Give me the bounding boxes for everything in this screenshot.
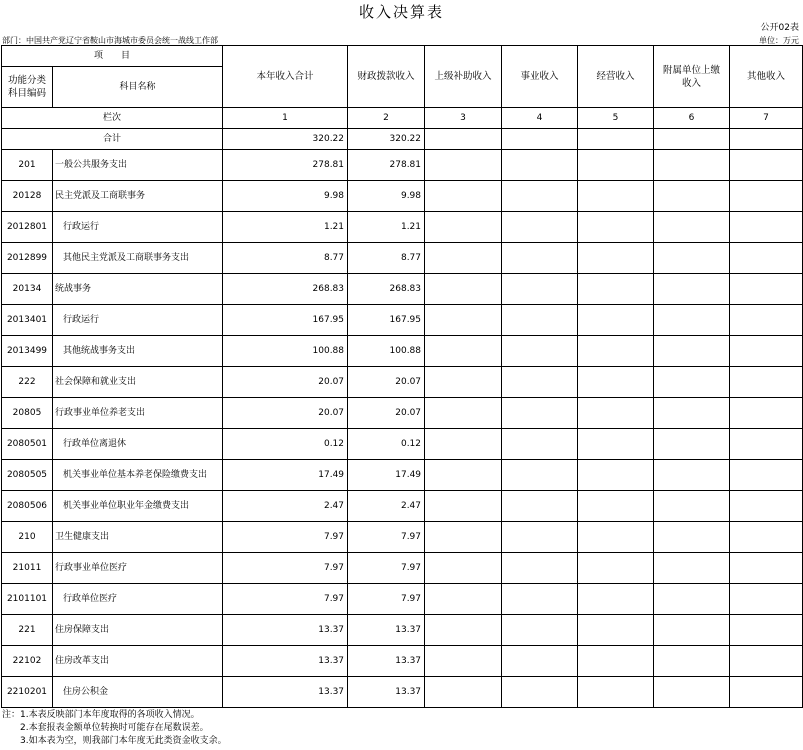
code-cell: 20134 (2, 274, 53, 305)
form-number: 公开02表 (760, 23, 799, 33)
value-cell (502, 460, 578, 491)
value-cell: 2.47 (223, 491, 348, 522)
value-cell (654, 646, 730, 677)
value-cell (502, 367, 578, 398)
value-cell (730, 336, 803, 367)
value-cell (578, 181, 654, 212)
total-value-cell: 320.22 (223, 129, 348, 150)
table-row (2, 677, 803, 708)
value-cell: 0.12 (348, 429, 425, 460)
name-cell: 机关事业单位基本养老保险缴费支出 (53, 460, 223, 491)
value-cell (425, 181, 502, 212)
value-cell (654, 150, 730, 181)
value-cell (654, 615, 730, 646)
table-row (2, 584, 803, 615)
column-number: 5 (578, 108, 654, 129)
value-cell: 9.98 (348, 181, 425, 212)
value-cell (654, 429, 730, 460)
value-cell (502, 491, 578, 522)
value-cell: 8.77 (223, 243, 348, 274)
value-cell (425, 212, 502, 243)
value-cell (730, 646, 803, 677)
table-row (2, 429, 803, 460)
value-cell (654, 553, 730, 584)
total-label: 合计 (2, 129, 223, 150)
value-cell (502, 336, 578, 367)
department-label: 部门：中国共产党辽宁省鞍山市海城市委员会统一战线工作部 (2, 36, 218, 45)
value-cell (502, 243, 578, 274)
value-cell (502, 615, 578, 646)
value-cell (425, 150, 502, 181)
name-cell: 统战事务 (53, 274, 223, 305)
code-cell: 2012899 (2, 243, 53, 274)
value-cell: 167.95 (223, 305, 348, 336)
name-cell: 住房保障支出 (53, 615, 223, 646)
total-value-cell (578, 129, 654, 150)
value-cell (730, 367, 803, 398)
code-cell: 20128 (2, 181, 53, 212)
code-cell: 2013499 (2, 336, 53, 367)
value-cell: 20.07 (223, 398, 348, 429)
value-cell (502, 522, 578, 553)
name-cell: 社会保障和就业支出 (53, 367, 223, 398)
table-row (2, 212, 803, 243)
value-cell (502, 677, 578, 708)
value-cell: 1.21 (223, 212, 348, 243)
page-title: 收入决算表 (358, 3, 444, 21)
value-cell (578, 150, 654, 181)
value-cell (578, 584, 654, 615)
value-cell (730, 553, 803, 584)
value-cell (578, 553, 654, 584)
value-cell (730, 181, 803, 212)
value-cell (654, 677, 730, 708)
code-cell: 2080505 (2, 460, 53, 491)
value-cell (425, 429, 502, 460)
value-cell: 9.98 (223, 181, 348, 212)
col-header-6: 附属单位上缴收入 (654, 46, 730, 108)
name-cell: 卫生健康支出 (53, 522, 223, 553)
col-header-2: 财政拨款收入 (348, 46, 425, 108)
table-row (2, 522, 803, 553)
value-cell: 0.12 (223, 429, 348, 460)
value-cell (654, 460, 730, 491)
value-cell (502, 305, 578, 336)
value-cell (502, 398, 578, 429)
value-cell (425, 398, 502, 429)
value-cell (578, 398, 654, 429)
value-cell: 13.37 (223, 677, 348, 708)
value-cell (654, 367, 730, 398)
value-cell (654, 584, 730, 615)
value-cell (578, 460, 654, 491)
code-cell: 2080501 (2, 429, 53, 460)
name-cell: 行政事业单位养老支出 (53, 398, 223, 429)
value-cell: 167.95 (348, 305, 425, 336)
name-cell: 行政运行 (53, 212, 223, 243)
name-cell: 机关事业单位职业年金缴费支出 (53, 491, 223, 522)
footnote: 2.本套报表金额单位转换时可能存在尾数误差。 (2, 723, 209, 733)
value-cell (730, 584, 803, 615)
value-cell (730, 398, 803, 429)
income-table (1, 45, 803, 708)
code-cell: 21011 (2, 553, 53, 584)
value-cell (578, 429, 654, 460)
value-cell: 7.97 (223, 553, 348, 584)
value-cell (730, 305, 803, 336)
name-cell: 行政运行 (53, 305, 223, 336)
code-cell: 222 (2, 367, 53, 398)
value-cell (578, 212, 654, 243)
value-cell (425, 646, 502, 677)
value-cell: 278.81 (223, 150, 348, 181)
value-cell: 20.07 (348, 398, 425, 429)
total-value-cell (425, 129, 502, 150)
column-number: 2 (348, 108, 425, 129)
value-cell (654, 243, 730, 274)
name-cell: 行政单位离退休 (53, 429, 223, 460)
column-number: 7 (730, 108, 803, 129)
table-row (2, 305, 803, 336)
value-cell (730, 491, 803, 522)
value-cell (425, 553, 502, 584)
value-cell (654, 336, 730, 367)
value-cell (502, 646, 578, 677)
value-cell (425, 584, 502, 615)
value-cell (578, 367, 654, 398)
value-cell (425, 336, 502, 367)
value-cell (654, 181, 730, 212)
name-cell: 其他民主党派及工商联事务支出 (53, 243, 223, 274)
unit-label: 单位：万元 (759, 36, 799, 45)
code-cell: 201 (2, 150, 53, 181)
value-cell (425, 460, 502, 491)
row-label-header: 栏次 (2, 108, 223, 129)
value-cell (730, 522, 803, 553)
value-cell (654, 398, 730, 429)
value-cell: 7.97 (223, 522, 348, 553)
column-number: 6 (654, 108, 730, 129)
value-cell (654, 491, 730, 522)
name-cell: 行政单位医疗 (53, 584, 223, 615)
name-cell: 民主党派及工商联事务 (53, 181, 223, 212)
total-value-cell: 320.22 (348, 129, 425, 150)
code-cell: 2013401 (2, 305, 53, 336)
value-cell: 17.49 (348, 460, 425, 491)
value-cell (578, 336, 654, 367)
value-cell: 7.97 (348, 553, 425, 584)
table-row (2, 398, 803, 429)
value-cell: 7.97 (348, 522, 425, 553)
value-cell (654, 212, 730, 243)
value-cell (730, 150, 803, 181)
table-row (2, 460, 803, 491)
code-cell: 2012801 (2, 212, 53, 243)
value-cell (730, 677, 803, 708)
code-cell: 221 (2, 615, 53, 646)
header-item: 项 目 (2, 46, 223, 67)
value-cell (730, 460, 803, 491)
value-cell (730, 212, 803, 243)
value-cell (730, 274, 803, 305)
value-cell: 7.97 (223, 584, 348, 615)
value-cell: 13.37 (348, 615, 425, 646)
value-cell (425, 615, 502, 646)
code-cell: 2210201 (2, 677, 53, 708)
value-cell (425, 305, 502, 336)
value-cell (578, 522, 654, 553)
value-cell (578, 646, 654, 677)
table-row (2, 274, 803, 305)
value-cell: 13.37 (348, 677, 425, 708)
value-cell: 1.21 (348, 212, 425, 243)
name-cell: 其他统战事务支出 (53, 336, 223, 367)
value-cell: 13.37 (223, 615, 348, 646)
value-cell (502, 274, 578, 305)
table-row (2, 553, 803, 584)
name-cell: 住房改革支出 (53, 646, 223, 677)
value-cell: 100.88 (348, 336, 425, 367)
col-header-4: 事业收入 (502, 46, 578, 108)
value-cell (578, 274, 654, 305)
column-number: 1 (223, 108, 348, 129)
value-cell (578, 305, 654, 336)
col-header-5: 经营收入 (578, 46, 654, 108)
col-header-7: 其他收入 (730, 46, 803, 108)
table-row (2, 150, 803, 181)
col-header-3: 上级补助收入 (425, 46, 502, 108)
value-cell (654, 305, 730, 336)
table-row (2, 181, 803, 212)
value-cell (578, 677, 654, 708)
value-cell (578, 491, 654, 522)
value-cell (425, 367, 502, 398)
value-cell: 8.77 (348, 243, 425, 274)
value-cell (425, 243, 502, 274)
value-cell (654, 522, 730, 553)
name-cell: 住房公积金 (53, 677, 223, 708)
header-name: 科目名称 (53, 67, 223, 108)
column-number: 3 (425, 108, 502, 129)
value-cell (578, 243, 654, 274)
header-code: 功能分类 科目编码 (2, 67, 53, 108)
code-cell: 22102 (2, 646, 53, 677)
table-row (2, 491, 803, 522)
value-cell: 20.07 (223, 367, 348, 398)
total-value-cell (654, 129, 730, 150)
name-cell: 行政事业单位医疗 (53, 553, 223, 584)
value-cell: 13.37 (223, 646, 348, 677)
col-header-1: 本年收入合计 (223, 46, 348, 108)
code-cell: 2080506 (2, 491, 53, 522)
value-cell (654, 274, 730, 305)
value-cell (502, 150, 578, 181)
value-cell (425, 491, 502, 522)
name-cell: 一般公共服务支出 (53, 150, 223, 181)
footnote: 注：1.本表反映部门本年度取得的各项收入情况。 (2, 710, 200, 720)
value-cell: 268.83 (223, 274, 348, 305)
value-cell (425, 522, 502, 553)
value-cell (502, 429, 578, 460)
value-cell (425, 274, 502, 305)
value-cell (730, 615, 803, 646)
value-cell: 13.37 (348, 646, 425, 677)
table-row (2, 336, 803, 367)
value-cell: 17.49 (223, 460, 348, 491)
column-number: 4 (502, 108, 578, 129)
value-cell: 2.47 (348, 491, 425, 522)
value-cell: 268.83 (348, 274, 425, 305)
value-cell (502, 212, 578, 243)
value-cell (730, 243, 803, 274)
value-cell (425, 677, 502, 708)
total-value-cell (730, 129, 803, 150)
footnote: 3.如本表为空，则我部门本年度无此类资金收支余。 (2, 736, 227, 746)
value-cell: 278.81 (348, 150, 425, 181)
table-row (2, 243, 803, 274)
value-cell (578, 615, 654, 646)
value-cell (502, 584, 578, 615)
value-cell (730, 429, 803, 460)
value-cell: 100.88 (223, 336, 348, 367)
total-value-cell (502, 129, 578, 150)
code-cell: 2101101 (2, 584, 53, 615)
table-row (2, 646, 803, 677)
footnotes (2, 709, 227, 748)
value-cell (502, 181, 578, 212)
code-cell: 20805 (2, 398, 53, 429)
code-cell: 210 (2, 522, 53, 553)
table-row (2, 367, 803, 398)
value-cell (502, 553, 578, 584)
value-cell: 7.97 (348, 584, 425, 615)
table-row (2, 615, 803, 646)
value-cell: 20.07 (348, 367, 425, 398)
